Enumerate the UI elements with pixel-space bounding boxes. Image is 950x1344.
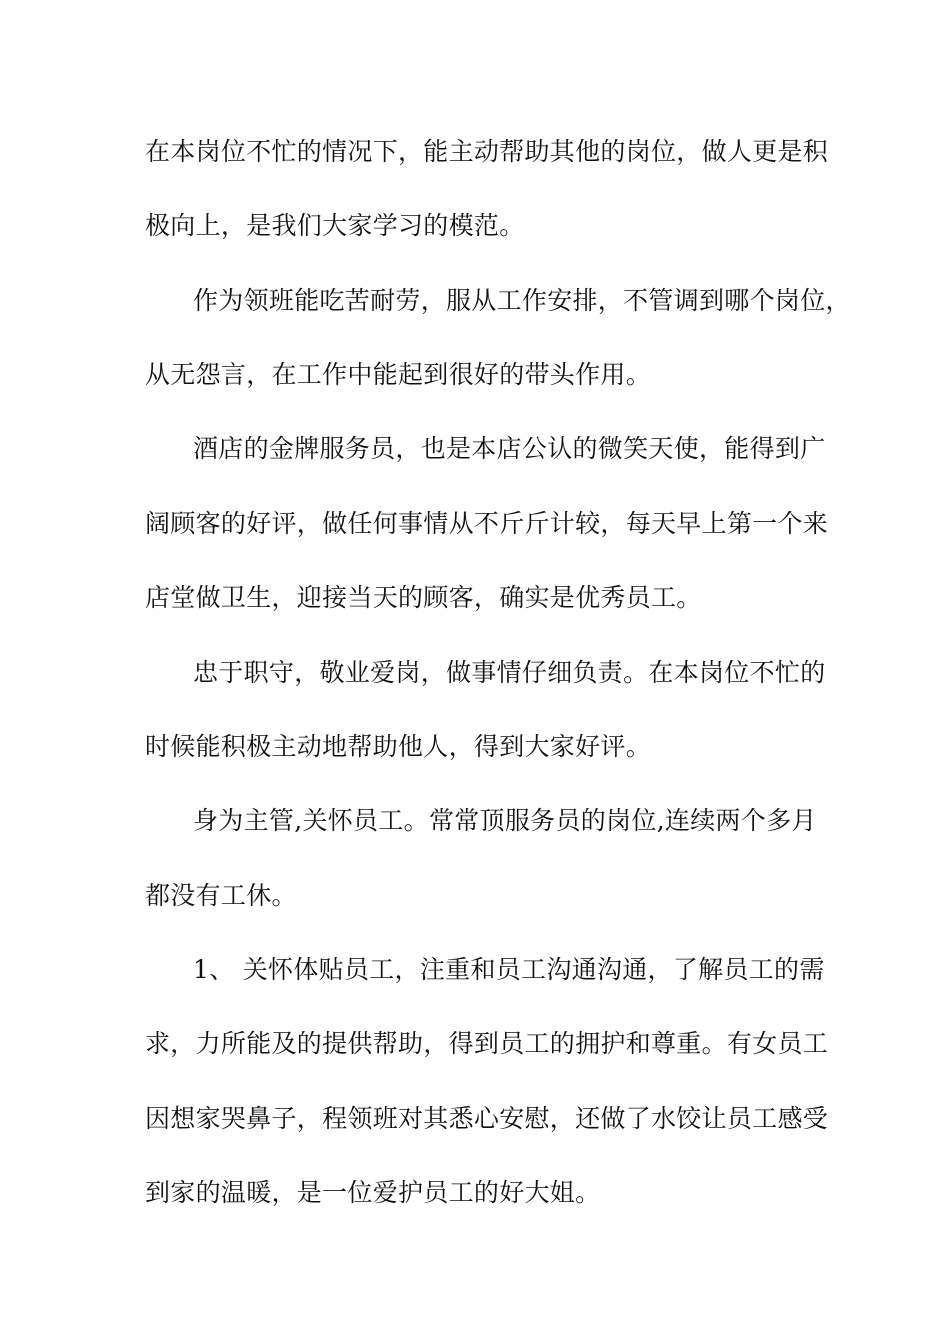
- text-line-9: 时候能积极主动地帮助他人，得到大家好评。: [145, 732, 652, 761]
- text-line-4: 从无怨言，在工作中能起到很好的带头作用。: [145, 360, 652, 389]
- text-line-8: 忠于职守，敬业爱岗，做事情仔细负责。在本岗位不忙的: [193, 658, 826, 687]
- text-line-15: 到家的温暖，是一位爱护员工的好大姐。: [145, 1178, 601, 1207]
- text-line-10: 身为主管,关怀员工。常常顶服务员的岗位,连续两个多月: [193, 806, 817, 835]
- text-line-3: 作为领班能吃苦耐劳，服从工作安排，不管调到哪个岗位，: [193, 286, 851, 315]
- text-line-7: 店堂做卫生，迎接当天的顾客，确实是优秀员工。: [145, 583, 702, 612]
- text-line-6: 阔顾客的好评，做任何事情从不斤斤计较，每天早上第一个来: [145, 509, 829, 538]
- text-line-13: 求，力所能及的提供帮助，得到员工的拥护和尊重。有女员工: [145, 1029, 829, 1058]
- text-line-11: 都没有工休。: [145, 881, 297, 910]
- text-line-1: 在本岗位不忙的情况下，能主动帮助其他的岗位，做人更是积: [145, 137, 829, 166]
- text-line-2: 极向上，是我们大家学习的模范。: [145, 211, 525, 240]
- text-line-12: 1、 关怀体贴员工，注重和员工沟通沟通，了解员工的需: [193, 955, 825, 984]
- text-line-5: 酒店的金牌服务员，也是本店公认的微笑天使，能得到广: [193, 434, 826, 463]
- text-line-14: 因想家哭鼻子，程领班对其悉心安慰，还做了水饺让员工感受: [145, 1104, 829, 1133]
